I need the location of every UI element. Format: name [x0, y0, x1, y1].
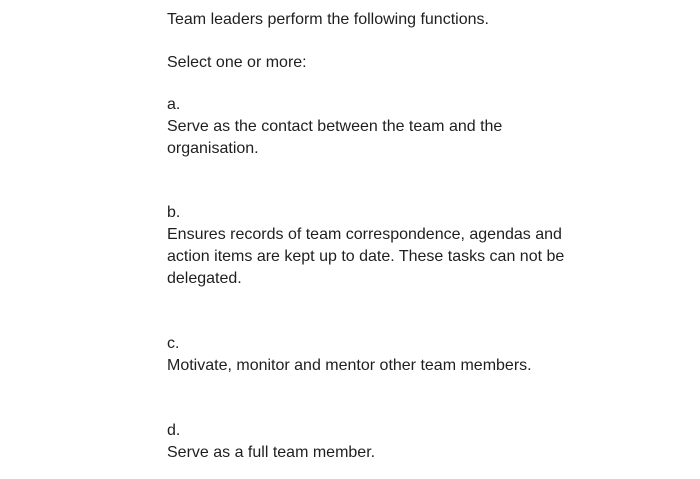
option-c[interactable] — [167, 333, 567, 377]
option-letter: b. — [167, 204, 181, 221]
option-a[interactable] — [167, 94, 567, 160]
option-d[interactable] — [167, 420, 567, 464]
quiz-question — [167, 9, 567, 464]
option-letter: d. — [167, 422, 181, 439]
option-letter: a. — [167, 96, 181, 113]
select-instruction: Select one or more: — [167, 54, 307, 71]
option-text: Motivate, monitor and mentor other team members. — [167, 357, 532, 374]
option-text: Ensures records of team correspondence, agendas and action items are kept up to date. These tasks can not be delegated. — [167, 226, 565, 287]
option-b[interactable] — [167, 202, 567, 290]
option-text: Serve as a full team member. — [167, 444, 376, 461]
question-text: Team leaders perform the following functions. — [167, 11, 489, 28]
option-text: Serve as the contact between the team and the organisation. — [167, 118, 503, 157]
option-letter: c. — [167, 335, 180, 352]
